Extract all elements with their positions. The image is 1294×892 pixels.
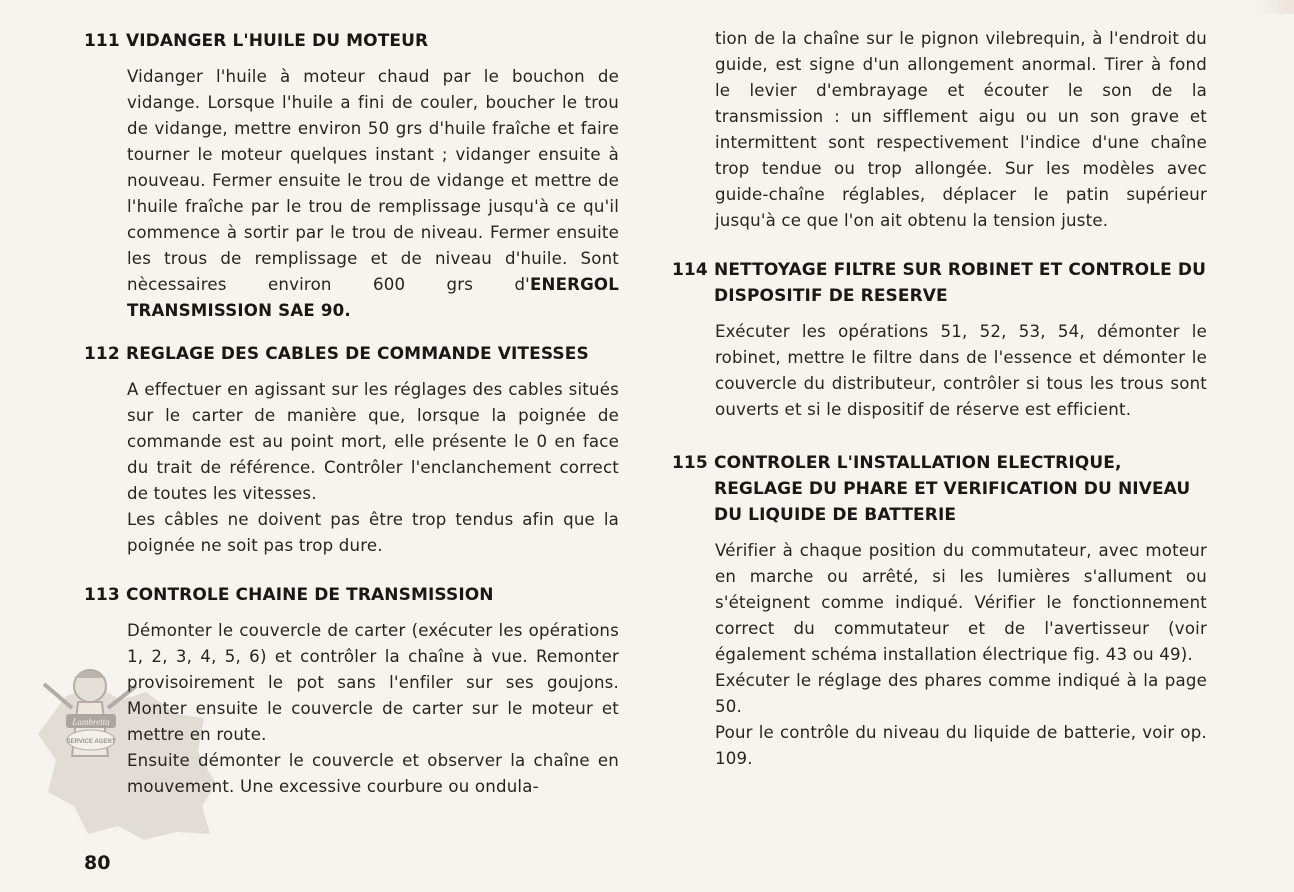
paragraph-bold-text: ENERGOL TRANSMISSION SAE 90.: [127, 275, 619, 320]
section-body: [127, 618, 619, 800]
section-title: CONTROLE CHAINE DE TRANSMISSION: [126, 585, 494, 605]
section-111: [84, 28, 624, 324]
section-title: REGLAGE DES CABLES DE COMMANDE VITESSES: [126, 344, 589, 364]
paragraph: Démonter le couvercle de carter (exécuter les opérations 1, 2, 3, 4, 5, 6) et contrôler la chaîne à vue. Remonter provisoirement le pot sans l'enfiler sur ses goujons. Monter ensuite le couvercle de carter sur le moteur et mettre en route.: [127, 621, 619, 744]
section-heading: [84, 582, 624, 608]
section-number: 113: [84, 585, 120, 605]
section-heading: [672, 450, 1212, 528]
paragraph: Vérifier à chaque position du commutateur, avec moteur en marche ou arrêté, si les lumières s'allument ou s'éteignent comme indiqué. Vérifier le fonctionnement correct du commutateur et de l'avertisseur (voir également schéma installation électrique fig. 43 ou 49).: [715, 541, 1207, 664]
section-113-continued: [715, 26, 1207, 234]
section-title: CONTROLER L'INSTALLATION ELECTRIQUE, REGLAGE DU PHARE ET VERIFICATION DU NIVEAU DU LIQUIDE DE BATTERIE: [714, 453, 1191, 525]
section-body: [127, 377, 619, 559]
paragraph: Exécuter le réglage des phares comme indiqué à la page 50.: [715, 671, 1207, 716]
section-body: [127, 64, 619, 324]
section-heading: [672, 257, 1212, 309]
paragraph: A effectuer en agissant sur les réglages des cables situés sur le carter de manière que, lorsque la poignée de commande est au point mort, elle présente le 0 en face du trait de référence. Contrôler l'enclanchement correct de toutes les vitesses.: [127, 380, 619, 503]
section-number: 114: [672, 260, 708, 280]
stamp-label: SERVICE AGENT: [66, 739, 116, 745]
paragraph: tion de la chaîne sur le pignon vilebrequin, à l'endroit du guide, est signe d'un allongement anormal. Tirer à fond le levier d'embrayage et écouter le son de la transmission : un sifflement aigu ou un son grave et intermittent sont respectivement l'indice d'une chaîne trop tendue ou trop allongée. Sur les modèles avec guide-chaîne réglables, déplacer le patin supérieur jusqu'à ce que l'on ait obtenu la tension juste.: [715, 29, 1207, 230]
page-number: 80: [84, 852, 111, 874]
section-113: [84, 582, 624, 800]
section-body: [715, 319, 1207, 423]
stamp-brand: Lambretta: [72, 717, 110, 727]
section-body: [715, 538, 1207, 772]
paragraph: [127, 64, 619, 324]
section-112: [84, 341, 624, 559]
section-114: [672, 257, 1212, 423]
paragraph: Les câbles ne doivent pas être trop tendus afin que la poignée ne soit pas trop dure.: [127, 510, 619, 555]
section-body: [715, 26, 1207, 234]
section-115: [672, 450, 1212, 772]
section-heading: [84, 28, 624, 54]
paragraph: Exécuter les opérations 51, 52, 53, 54, démonter le robinet, mettre le filtre dans de l'essence et démonter le couvercle du distributeur, contrôler si tous les trous sont ouverts et si le dispositif de réserve est efficient.: [715, 322, 1207, 419]
section-number: 112: [84, 344, 120, 364]
section-number: 115: [672, 453, 708, 473]
paragraph: Pour le contrôle du niveau du liquide de batterie, voir op. 109.: [715, 723, 1207, 768]
page-corner-shade: [1254, 0, 1294, 14]
section-title: VIDANGER L'HUILE DU MOTEUR: [126, 31, 429, 51]
paragraph: Ensuite démonter le couvercle et observer la chaîne en mouvement. Une excessive courbure ou ondula-: [127, 751, 619, 796]
section-heading: [84, 341, 624, 367]
paragraph-text: Vidanger l'huile à moteur chaud par le bouchon de vidange. Lorsque l'huile a fini de couler, boucher le trou de vidange, mettre environ 50 grs d'huile fraîche et faire tourner le moteur quelques instant ; vidanger ensuite à nouveau. Fermer ensuite le trou de vidange et mettre de l'huile fraîche par le trou de remplissage jusqu'à ce qu'il commence à sortir par le trou de niveau. Fermer ensuite les trous de remplissage et de niveau d'huile. Sont nècessaires environ 600 grs d': [127, 67, 619, 294]
section-title: NETTOYAGE FILTRE SUR ROBINET ET CONTROLE DU DISPOSITIF DE RESERVE: [714, 260, 1207, 306]
section-number: 111: [84, 31, 120, 51]
